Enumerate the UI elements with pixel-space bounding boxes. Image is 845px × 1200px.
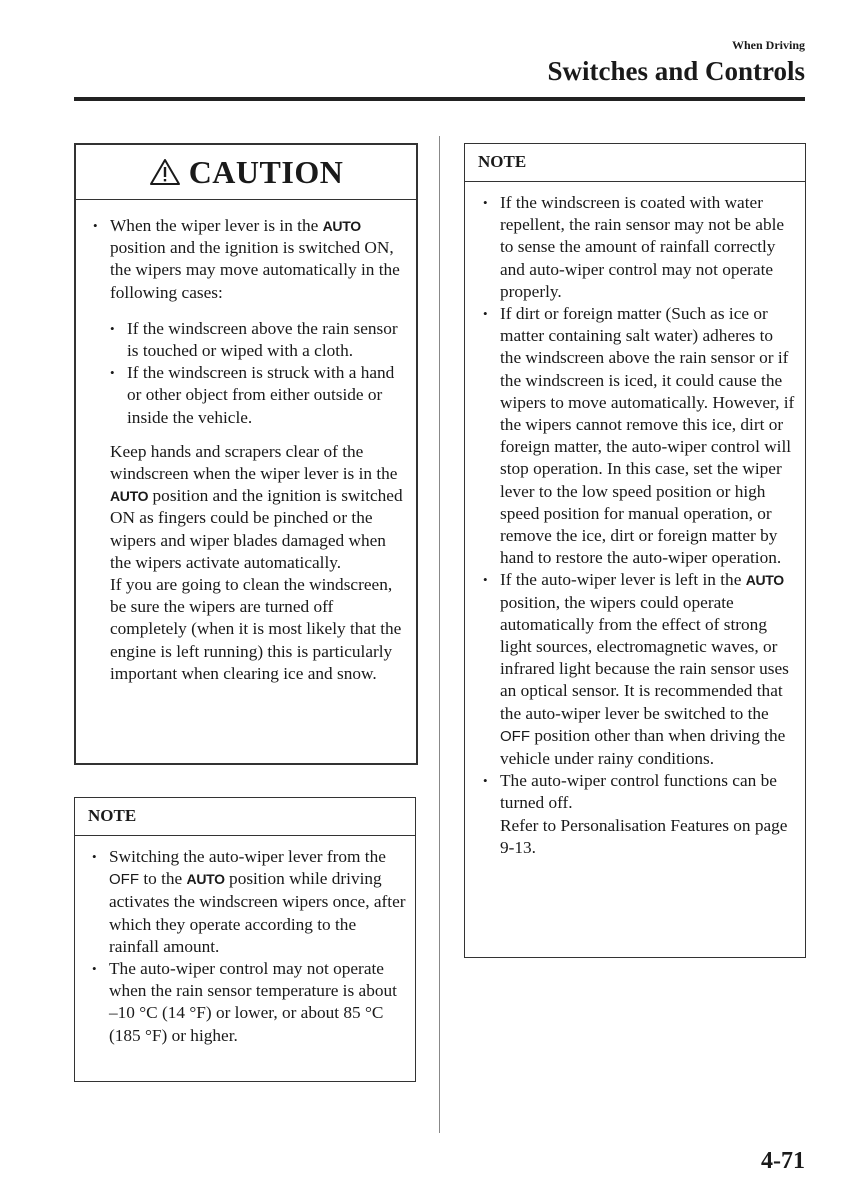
caution-heading-text: CAUTION (188, 153, 344, 190)
note-item: • Switching the auto-wiper lever from the OFF to the AUTO position while driving activates the windscreen wipers once, after which they operate according to the rainfall amount. (109, 846, 407, 958)
page-title: Switches and Controls (547, 56, 805, 86)
caution-box (74, 143, 418, 765)
auto-label: AUTO (322, 218, 361, 234)
caution-heading (76, 145, 416, 200)
caution-paragraph: Keep hands and scrapers clear of the windscreen when the wiper lever is in the AUTO position and the ignition is switched ON as fingers could be pinched or the wipers and wiper blades damaged when the wipers activate automatically. (110, 441, 403, 572)
header-section: When Driving (731, 38, 805, 52)
off-label: OFF (109, 871, 139, 889)
header-rule (74, 97, 805, 101)
note-item: • If dirt or foreign matter (Such as ice or matter containing salt water) adheres to the windscreen above the rain sensor or if the windscreen is iced, it could cause the wipers to move automatically. However, if the wipers cannot remove this ice, dirt or foreign matter, the auto-wiper control will stop operation. In this case, set the wiper lever to the low speed position or high speed position for manual operation, or remove the ice, dirt or foreign matter by hand to restore the auto-wiper operation. (500, 303, 797, 569)
note-box-right (464, 143, 806, 958)
caution-intro: • When the wiper lever is in the AUTO position and the ignition is switched ON, the wipers may move automatically in the following cases: • If the windscreen above the rain sensor is touched or wiped with a cloth. • If the windscreen is struck with a hand or other object from either outside or inside the vehicle. Keep hands and scrapers clear of the windscreen when the wiper lever is in the AUTO position and the ignition is switched ON as fingers could be pinched or the wipers and wiper blades damaged when the wipers activate automatically. If you are going to clean the windscreen, be sure the wipers are turned off completely (when it is most likely that the engine is left running) this is particularly important when clearing ice and snow. (110, 215, 408, 685)
caution-case: • If the windscreen is struck with a hand or other object from either outside or inside the vehicle. (127, 362, 408, 429)
note-heading: NOTE (465, 144, 805, 182)
off-label: OFF (500, 727, 530, 745)
caution-paragraph: If you are going to clean the windscreen, be sure the wipers are turned off completely (when it is most likely that the engine is left running) this is particularly important when clearing ice and snow. (110, 575, 402, 683)
note-item: • The auto-wiper control functions can be turned off. Refer to Personalisation Features on page 9-13. (500, 770, 797, 859)
note-item: • If the auto-wiper lever is left in the AUTO position, the wipers could operate automatically from the effect of strong light sources, electromagnetic waves, or infrared light because the rain sensor uses an optical sensor. It is recommended that the auto-wiper lever be switched to the OFF position other than when driving the vehicle under rainy conditions. (500, 569, 797, 770)
page-number: 4-71 (761, 1148, 805, 1174)
note-item: • If the windscreen is coated with water repellent, the rain sensor may not be able to sense the amount of rainfall correctly and auto-wiper control may not operate properly. (500, 192, 797, 303)
warning-triangle-icon (149, 158, 181, 186)
caution-case: • If the windscreen above the rain sensor is touched or wiped with a cloth. (127, 318, 408, 362)
auto-label: AUTO (186, 871, 225, 888)
auto-label: AUTO (745, 572, 784, 589)
note-item: • The auto-wiper control may not operate when the rain sensor temperature is about –10 °C (14 °F) or lower, or about 85 °C (185 °F) or higher. (109, 958, 407, 1047)
cross-reference: Refer to Personalisation Features on page 9-13. (500, 815, 788, 857)
note-box-left (74, 797, 416, 1082)
auto-label: AUTO (110, 488, 149, 505)
note-heading: NOTE (75, 798, 415, 836)
column-divider (439, 136, 440, 1133)
